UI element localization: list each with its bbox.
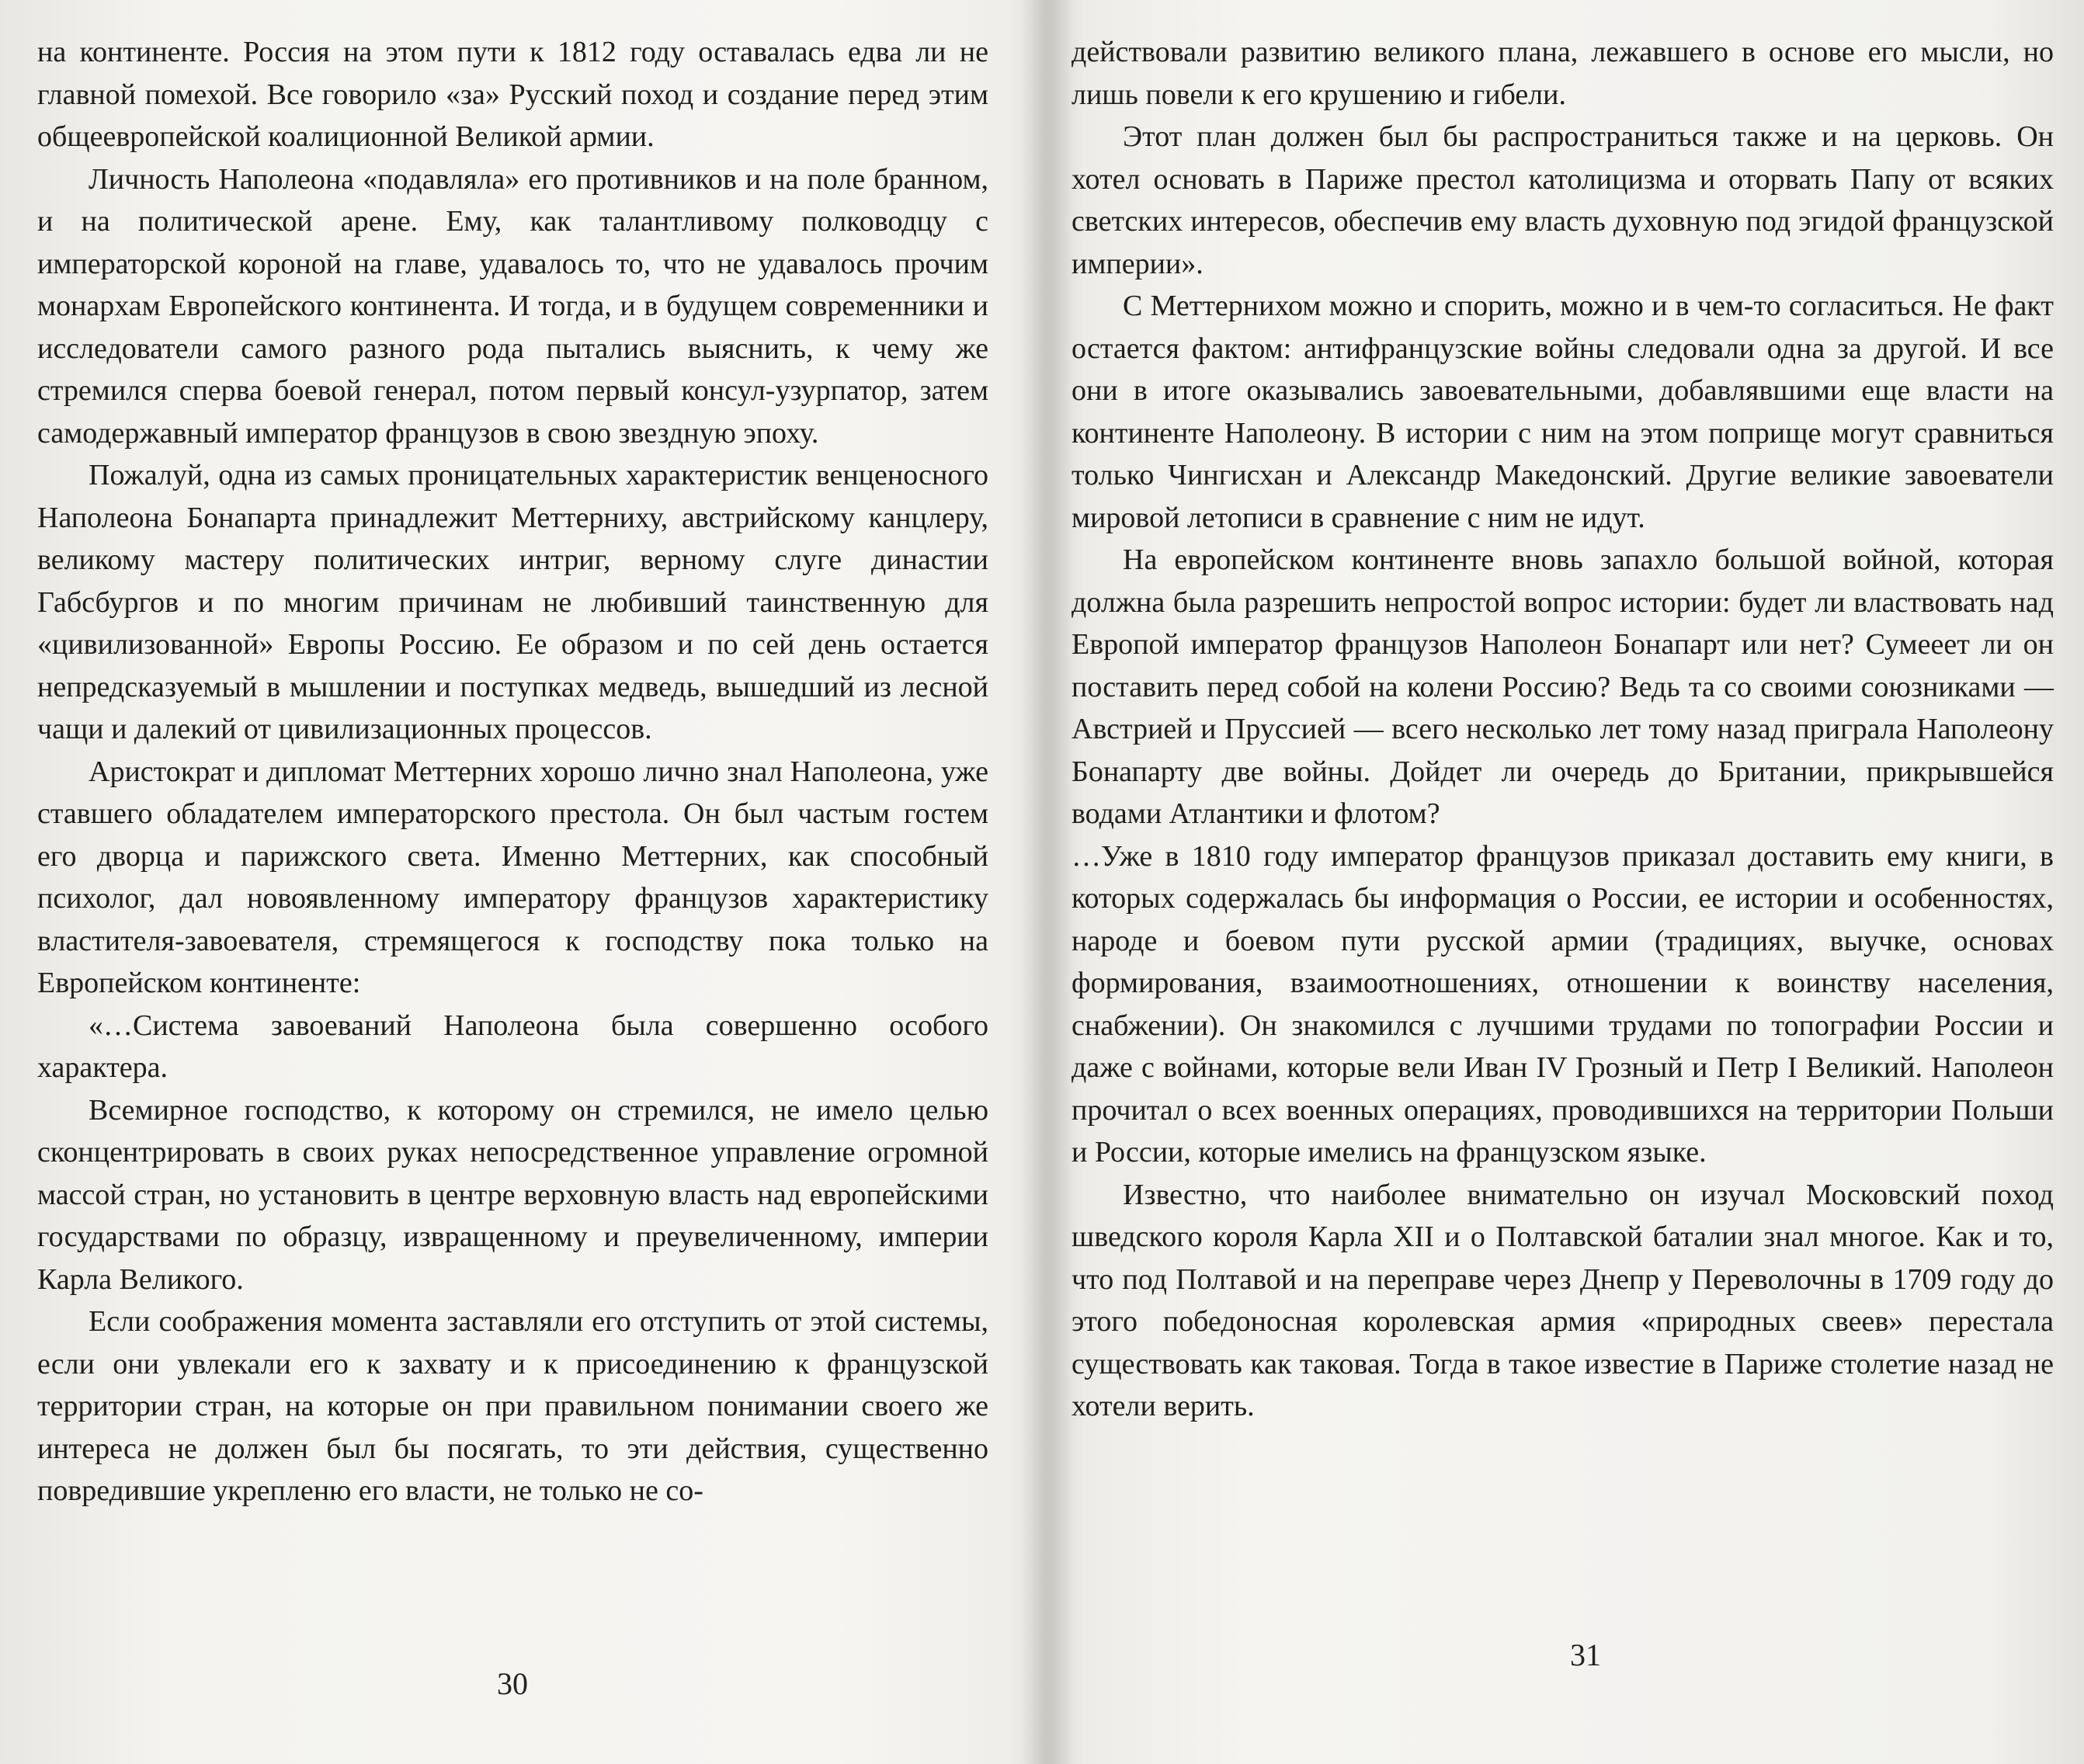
right-paragraph-4: На европейском континенте вновь запахло большой войной, которая должна была разрешить непростой вопрос истории: будет ли властвовать над Европой император французов Наполеон Бонапарт или нет? Сумееет ли он поставить перед собой на колени Россию? Ведь та со своими союзниками — Австрией и Пруссией — всего несколько лет тому назад приграла Наполеону Бонапарту две войны. Дойдет ли очередь до Британии, прикрывшейся водами Атлантики и флотом?	[1072, 543, 2054, 830]
left-paragraph-3: Пожалуй, одна из самых проницательных характеристик венценосного Наполеона Бонапарта принадлежит Меттерниху, австрийскому канцлеру, великому мастеру политических интриг, верному слуге династии Габсбургов и по многим причинам не любивший таинственную для «цивилизованной» Европы Россию. Ее образом и по сей день остается непредсказуемый в мышлении и поступках медведь, вышедший из лесной чащи и далекий от цивилизационных процессов.	[37, 459, 988, 745]
left-paragraph-6: Всемирное господство, к которому он стремился, не имело целью сконцентрировать в своих руках непосредственное управление огромной массой стран, но установить в центре верховную власть над европейскими государствами по образцу, извращенному и преувеличенному, империи Карла Великого.	[37, 1093, 988, 1296]
right-page-number: 31	[1570, 1637, 1601, 1672]
gutter-shadow	[1009, 0, 1072, 1764]
left-paragraph-2: Личность Наполеона «подавляла» его противников и на поле бранном, и на политической арене. Ему, как талантливому полководцу с императорской короной на главе, удавалось то, что не удавалось прочим монархам Европейского континента. И тогда, и в будущем современники и исследователи самого разного рода пытались выяснить, к чему же стремился сперва боевой генерал, потом первый консул-узурпатор, затем самодержавный император французов в свою звездную эпоху.	[37, 162, 988, 450]
left-paragraph-7: Если соображения момента заставляли его отступить от этой системы, если они увлекали его к захвату и к присоединению к французской территории стран, на которые он при правильном понимании своего же интереса не должен был бы посягать, то эти действия, существенно повредившие укрепленю его власти, не только не со-	[37, 1305, 988, 1507]
left-page-number: 30	[497, 1666, 528, 1701]
left-paragraph-1: на континенте. Россия на этом пути к 1812 году оставалась едва ли не главной помехой. Все говорило «за» Русский поход и создание перед этим общеевропейской коалиционной Великой армии.	[37, 36, 988, 153]
right-paragraph-5: …Уже в 1810 году император французов приказал доставить ему книги, в которых содержалась бы информация о России, ее истории и особенностях, народе и боевом пути русской армии (традициях, выучке, основах формирования, взаимоотношениях, отношении к воинству населения, снабжении). Он знакомился с лучшими трудами по топографии России и даже с войнами, которые вели Иван IV Грозный и Петр I Великий. Наполеон прочитал о всех военных операциях, проводившихся на территории Польши и России, которые имелись на французском языке.	[1072, 839, 2054, 1168]
right-paragraph-6: Известно, что наиболее внимательно он изучал Московский поход шведского короля Карла XII и о Полтавской баталии знал многое. Как и то, что под Полтавой и на переправе через Днепр у Переволочны в 1709 году до этого победоносная королевская армия «природных свеев» перестала существовать как таковая. Тогда в такое известие в Париже столетие назад не хотели верить.	[1072, 1178, 2054, 1422]
right-paragraph-2: Этот план должен был бы распространиться также и на церковь. Он хотел основать в Париже престол католицизма и оторвать Папу от всяких светских интересов, обеспечив ему власть духовную под эгидой французской империи».	[1072, 120, 2054, 280]
left-paragraph-4: Аристократ и дипломат Меттерних хорошо лично знал Наполеона, уже ставшего обладателем императорского престола. Он был частым гостем его дворца и парижского света. Именно Меттерних, как способный психолог, дал новоявленному императору французов характеристику властителя-завоевателя, стремящегося к господству пока только на Европейском континенте:	[37, 755, 988, 999]
right-paragraph-3: С Меттернихом можно и спорить, можно и в чем-то согласиться. Не факт остается фактом: антифранцузские войны следовали одна за другой. И все они в итоге оказывались завоевательными, добавлявшими еще власти на континенте Наполеону. В истории с ним на этом поприще могут сравниться только Чингисхан и Александр Македонский. Другие великие завоеватели мировой летописи в сравнение с ним не идут.	[1072, 290, 2054, 534]
left-page-text	[37, 31, 988, 1512]
left-paragraph-5: «…Система завоеваний Наполеона была совершенно особого характера.	[37, 1009, 988, 1084]
right-page-text	[1072, 31, 2054, 1428]
right-paragraph-1: действовали развитию великого плана, лежавшего в основе его мысли, но лишь повели к его крушению и гибели.	[1072, 36, 2054, 111]
